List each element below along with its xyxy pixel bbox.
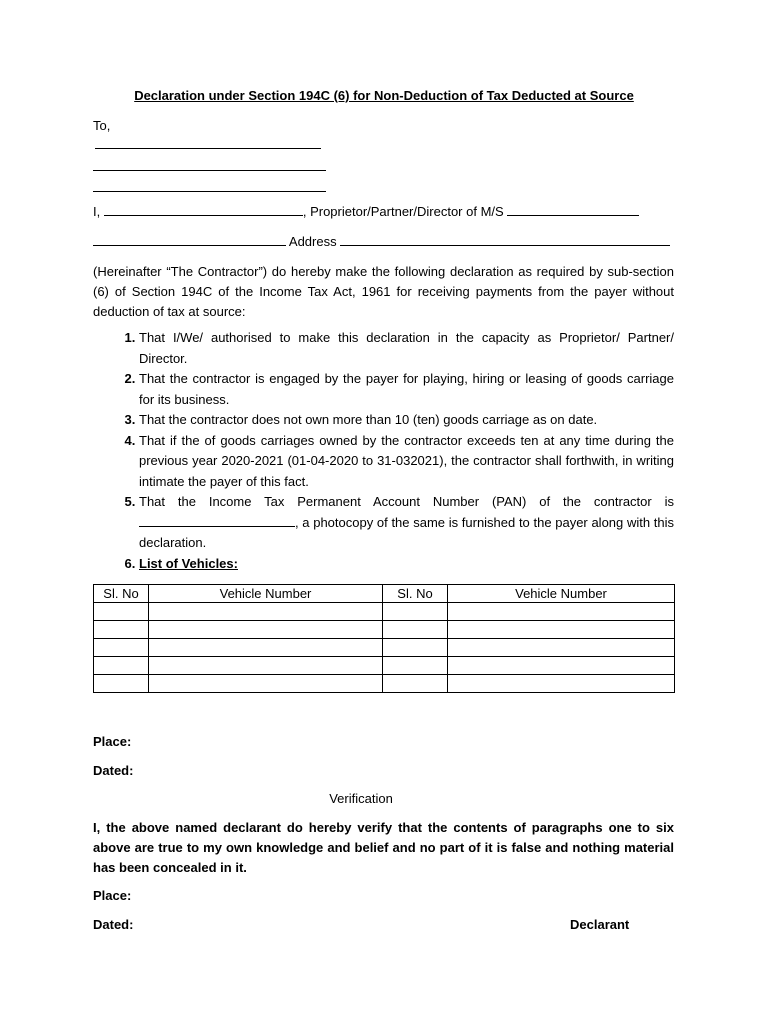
sl-no-cell[interactable] [94, 657, 149, 675]
dated-label-verification: Dated: [93, 917, 134, 932]
vehicle-number-cell[interactable] [448, 639, 675, 657]
table-row [94, 603, 675, 621]
vehicle-table [93, 584, 675, 693]
pan-blank[interactable] [139, 515, 295, 527]
vehicle-number-cell[interactable] [448, 621, 675, 639]
place-label: Place: [93, 734, 132, 749]
sl-no-cell[interactable] [94, 675, 149, 693]
declaration-item-3: 3. That the contractor does not own more than 10 (ten) goods carriage as on date. [139, 410, 674, 431]
address-blank[interactable] [340, 234, 670, 246]
sl-no-cell[interactable] [383, 657, 448, 675]
addressee-line-3[interactable] [93, 191, 326, 192]
table-row [94, 675, 675, 693]
declaration-item-1: 1. That I/We/ authorised to make this declaration in the capacity as Proprietor/ Partner/ Director. [139, 328, 674, 369]
vehicle-list-heading: List of Vehicles: [139, 555, 238, 571]
firm-name-blank[interactable] [507, 204, 639, 216]
addressee-line-1[interactable] [95, 148, 321, 149]
vehicle-number-cell[interactable] [149, 639, 383, 657]
vehicle-number-header: Vehicle Number [149, 585, 383, 603]
verification-heading: Verification [329, 791, 393, 806]
sl-no-cell[interactable] [94, 603, 149, 621]
declarant-role-text: , Proprietor/Partner/Director of M/S [302, 204, 508, 219]
declaration-item-6 [139, 554, 674, 575]
firm-continuation-blank[interactable] [93, 234, 286, 246]
address-line [93, 234, 670, 249]
vehicle-number-cell[interactable] [448, 657, 675, 675]
table-row [94, 621, 675, 639]
vehicle-number-header: Vehicle Number [448, 585, 675, 603]
table-row [94, 639, 675, 657]
pan-text-before: That the Income Tax Permanent Account Number (PAN) of the contractor is [139, 494, 674, 509]
sl-no-header: Sl. No [383, 585, 448, 603]
declarant-name-blank[interactable] [104, 204, 303, 216]
address-label: Address [286, 234, 341, 249]
declarant-label: Declarant [570, 917, 630, 932]
sl-no-cell[interactable] [94, 621, 149, 639]
declaration-item-2: 2. That the contractor is engaged by the payer for playing, hiring or leasing of goods carriage for its business. [139, 369, 674, 410]
verification-paragraph: I, the above named declarant do hereby verify that the contents of paragraphs one to six above are true to my own knowledge and belief and no part of it is false and nothing material has been concealed in it. [93, 820, 674, 875]
sl-no-header: Sl. No [94, 585, 149, 603]
vehicle-number-cell[interactable] [149, 675, 383, 693]
sl-no-cell[interactable] [94, 639, 149, 657]
pan-text-after: , a photocopy of the same is furnished to the payer along with this declaration. [139, 514, 674, 550]
to-label: To, [93, 118, 111, 133]
dated-label: Dated: [93, 763, 134, 778]
table-row [94, 657, 675, 675]
vehicle-number-cell[interactable] [448, 603, 675, 621]
vehicle-number-cell[interactable] [149, 603, 383, 621]
declaration-item-5 [139, 492, 674, 554]
vehicle-table-body [94, 603, 675, 693]
vehicle-number-cell[interactable] [149, 621, 383, 639]
addressee-line-2[interactable] [93, 170, 326, 171]
sl-no-cell[interactable] [383, 621, 448, 639]
vehicle-number-cell[interactable] [149, 657, 383, 675]
vehicle-number-cell[interactable] [448, 675, 675, 693]
declarant-name-line [93, 204, 639, 219]
intro-paragraph: (Hereinafter “The Contractor”) do hereby make the following declaration as required by sub-section (6) of Section 194C of the Income Tax Act, 1961 for receiving payments from the payer without deduction of tax at source: [93, 264, 674, 319]
declaration-list [93, 328, 674, 574]
declaration-item-4: 4. That if the of goods carriages owned by the contractor exceeds ten at any time during the previous year 2020-2021 (01-04-2020 to 31-032021), the contractor shall forthwith, in writing intimate the payer of this fact. [139, 431, 674, 493]
declarant-prefix: I, [93, 204, 104, 219]
document-title: Declaration under Section 194C (6) for Non-Deduction of Tax Deducted at Source [134, 88, 634, 103]
vehicle-table-header-row [94, 585, 675, 603]
place-label-verification: Place: [93, 888, 132, 903]
sl-no-cell[interactable] [383, 675, 448, 693]
sl-no-cell[interactable] [383, 603, 448, 621]
sl-no-cell[interactable] [383, 639, 448, 657]
